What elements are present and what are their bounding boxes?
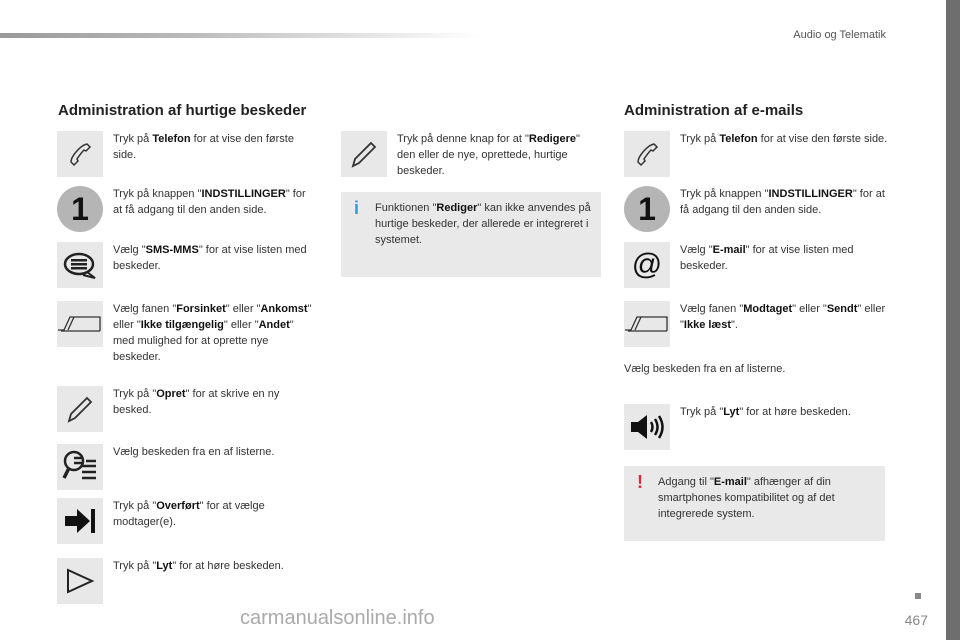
at-icon (624, 242, 670, 288)
text-segment: " kan ikke anvendes på hurtige beskeder, der allerede er integreret i systemet. (375, 202, 591, 246)
text-segment: Vælg beskeden fra en af listerne. (113, 446, 275, 458)
info-icon: i (354, 198, 360, 218)
forward-icon (57, 498, 103, 544)
ui-term: Rediger (436, 202, 478, 214)
instruction-text (113, 498, 313, 544)
right-step-1 (624, 186, 890, 232)
instruction-text (680, 404, 890, 450)
text-segment: " for at høre beskeden. (172, 560, 284, 572)
text-segment: " eller " (223, 319, 259, 331)
number-one-icon (57, 186, 103, 232)
ui-term: Sendt (826, 303, 858, 315)
icon-glyph: @ (631, 248, 663, 281)
ui-term: Andet (258, 319, 290, 331)
ui-term: SMS-MMS (145, 244, 199, 256)
text-segment: " den eller de nye, oprettede, hurtige beskeder. (397, 133, 580, 177)
right-section-title: Administration af e-mails (624, 102, 804, 119)
instruction-text (397, 131, 597, 179)
icon-glyph: 1 (71, 191, 89, 227)
ui-term: E-mail (713, 476, 747, 488)
text-segment: for at vise den første side. (757, 133, 888, 145)
text-segment: " eller " (792, 303, 827, 315)
left-step-6 (57, 498, 313, 544)
ui-term: INDSTILLINGER (201, 188, 286, 200)
text-segment: Tryk på knappen " (113, 188, 202, 200)
text-segment: ". (731, 319, 738, 331)
text-segment: Vælg fanen " (113, 303, 177, 315)
pencil-icon (57, 386, 103, 432)
text-segment: " for at få adgang til den anden side. (113, 188, 306, 216)
instruction-text (113, 386, 313, 432)
right-step-2 (624, 242, 890, 288)
instruction-text (113, 242, 313, 288)
ui-term: Redigere (528, 133, 576, 145)
header-bar (0, 33, 480, 38)
number-one-icon (624, 186, 670, 232)
text-segment: Vælg fanen " (680, 303, 744, 315)
text-segment: Tryk på " (113, 388, 157, 400)
text-segment: " for at høre beskeden. (739, 406, 851, 418)
ui-term: Telefon (719, 133, 758, 145)
ui-term: Modtaget (743, 303, 793, 315)
text-segment: Tryk på knappen " (680, 188, 769, 200)
ui-term: Opret (156, 388, 186, 400)
text-segment: Tryk på (680, 133, 720, 145)
left-step-1 (57, 186, 313, 232)
text-segment: Tryk på " (680, 406, 724, 418)
text-segment: Vælg " (680, 244, 713, 256)
watermark: carmanualsonline.info (240, 607, 435, 629)
ui-term: Telefon (152, 133, 191, 145)
instruction-text (680, 242, 890, 288)
left-step-7 (57, 558, 313, 604)
warning-note (624, 466, 885, 541)
text-segment: " eller " (680, 303, 886, 331)
text-segment: " for at vælge modtager(e). (113, 500, 265, 528)
tab-icon (57, 301, 103, 347)
phone-icon (624, 131, 670, 177)
end-marker (915, 593, 921, 599)
page-number: 467 (904, 612, 928, 628)
plain-instruction: Vælg beskeden fra en af listerne. (624, 363, 786, 375)
ui-term: Ikke læst (683, 319, 731, 331)
text-segment: for at vise den første side. (113, 133, 294, 161)
search-list-icon (57, 444, 103, 490)
instruction-text (113, 558, 313, 604)
ui-term: Lyt (156, 560, 173, 572)
instruction-text (113, 186, 313, 232)
instruction-text (113, 301, 313, 365)
instruction-text (680, 301, 890, 347)
instruction-text (680, 131, 890, 177)
right-step-0 (624, 131, 890, 177)
tab-icon (624, 301, 670, 347)
ui-term: Overført (156, 500, 200, 512)
text-segment: Tryk på " (113, 560, 157, 572)
text-segment: " eller " (225, 303, 261, 315)
text-segment: Funktionen " (375, 202, 437, 214)
ui-term: E-mail (712, 244, 746, 256)
speaker-icon (624, 404, 670, 450)
left-step-5 (57, 444, 313, 490)
text-segment: " afhænger af din smartphones kompatibilitet og af det integrerede system. (658, 476, 835, 520)
ui-term: Lyt (723, 406, 740, 418)
middle-step-0 (341, 131, 597, 179)
text-segment: " for at få adgang til den anden side. (680, 188, 885, 216)
text-segment: " eller " (113, 303, 312, 331)
left-section-title: Administration af hurtige beskeder (58, 102, 307, 119)
section-header: Audio og Telematik (793, 29, 886, 41)
ui-term: Ikke tilgængelig (140, 319, 224, 331)
ui-term: Forsinket (176, 303, 226, 315)
text-segment: " for at skrive en ny besked. (113, 388, 280, 416)
warning-icon: ! (637, 472, 643, 492)
text-segment: Tryk på " (113, 500, 157, 512)
icon-glyph: 1 (638, 191, 656, 227)
ui-term: INDSTILLINGER (768, 188, 853, 200)
left-step-0 (57, 131, 313, 177)
text-segment: " med mulighed for at oprette nye beskeder. (113, 319, 294, 363)
text-segment: Vælg " (113, 244, 146, 256)
right-step-4 (624, 404, 890, 450)
instruction-text (680, 186, 890, 232)
phone-icon (57, 131, 103, 177)
left-step-4 (57, 386, 313, 432)
pencil-icon (341, 131, 387, 177)
left-step-2 (57, 242, 313, 288)
message-bubble-icon (57, 242, 103, 288)
text-segment: Tryk på denne knap for at " (397, 133, 529, 145)
text-segment: " for at vise listen med beskeder. (680, 244, 854, 272)
left-step-3 (57, 301, 313, 365)
instruction-text (113, 131, 313, 177)
text-segment: Tryk på (113, 133, 153, 145)
text-segment: Adgang til " (658, 476, 714, 488)
play-icon (57, 558, 103, 604)
side-tab (946, 0, 960, 640)
text-segment: " for at vise listen med beskeder. (113, 244, 307, 272)
instruction-text (113, 444, 313, 490)
info-note (341, 192, 601, 277)
right-step-3 (624, 301, 890, 347)
ui-term: Ankomst (260, 303, 308, 315)
